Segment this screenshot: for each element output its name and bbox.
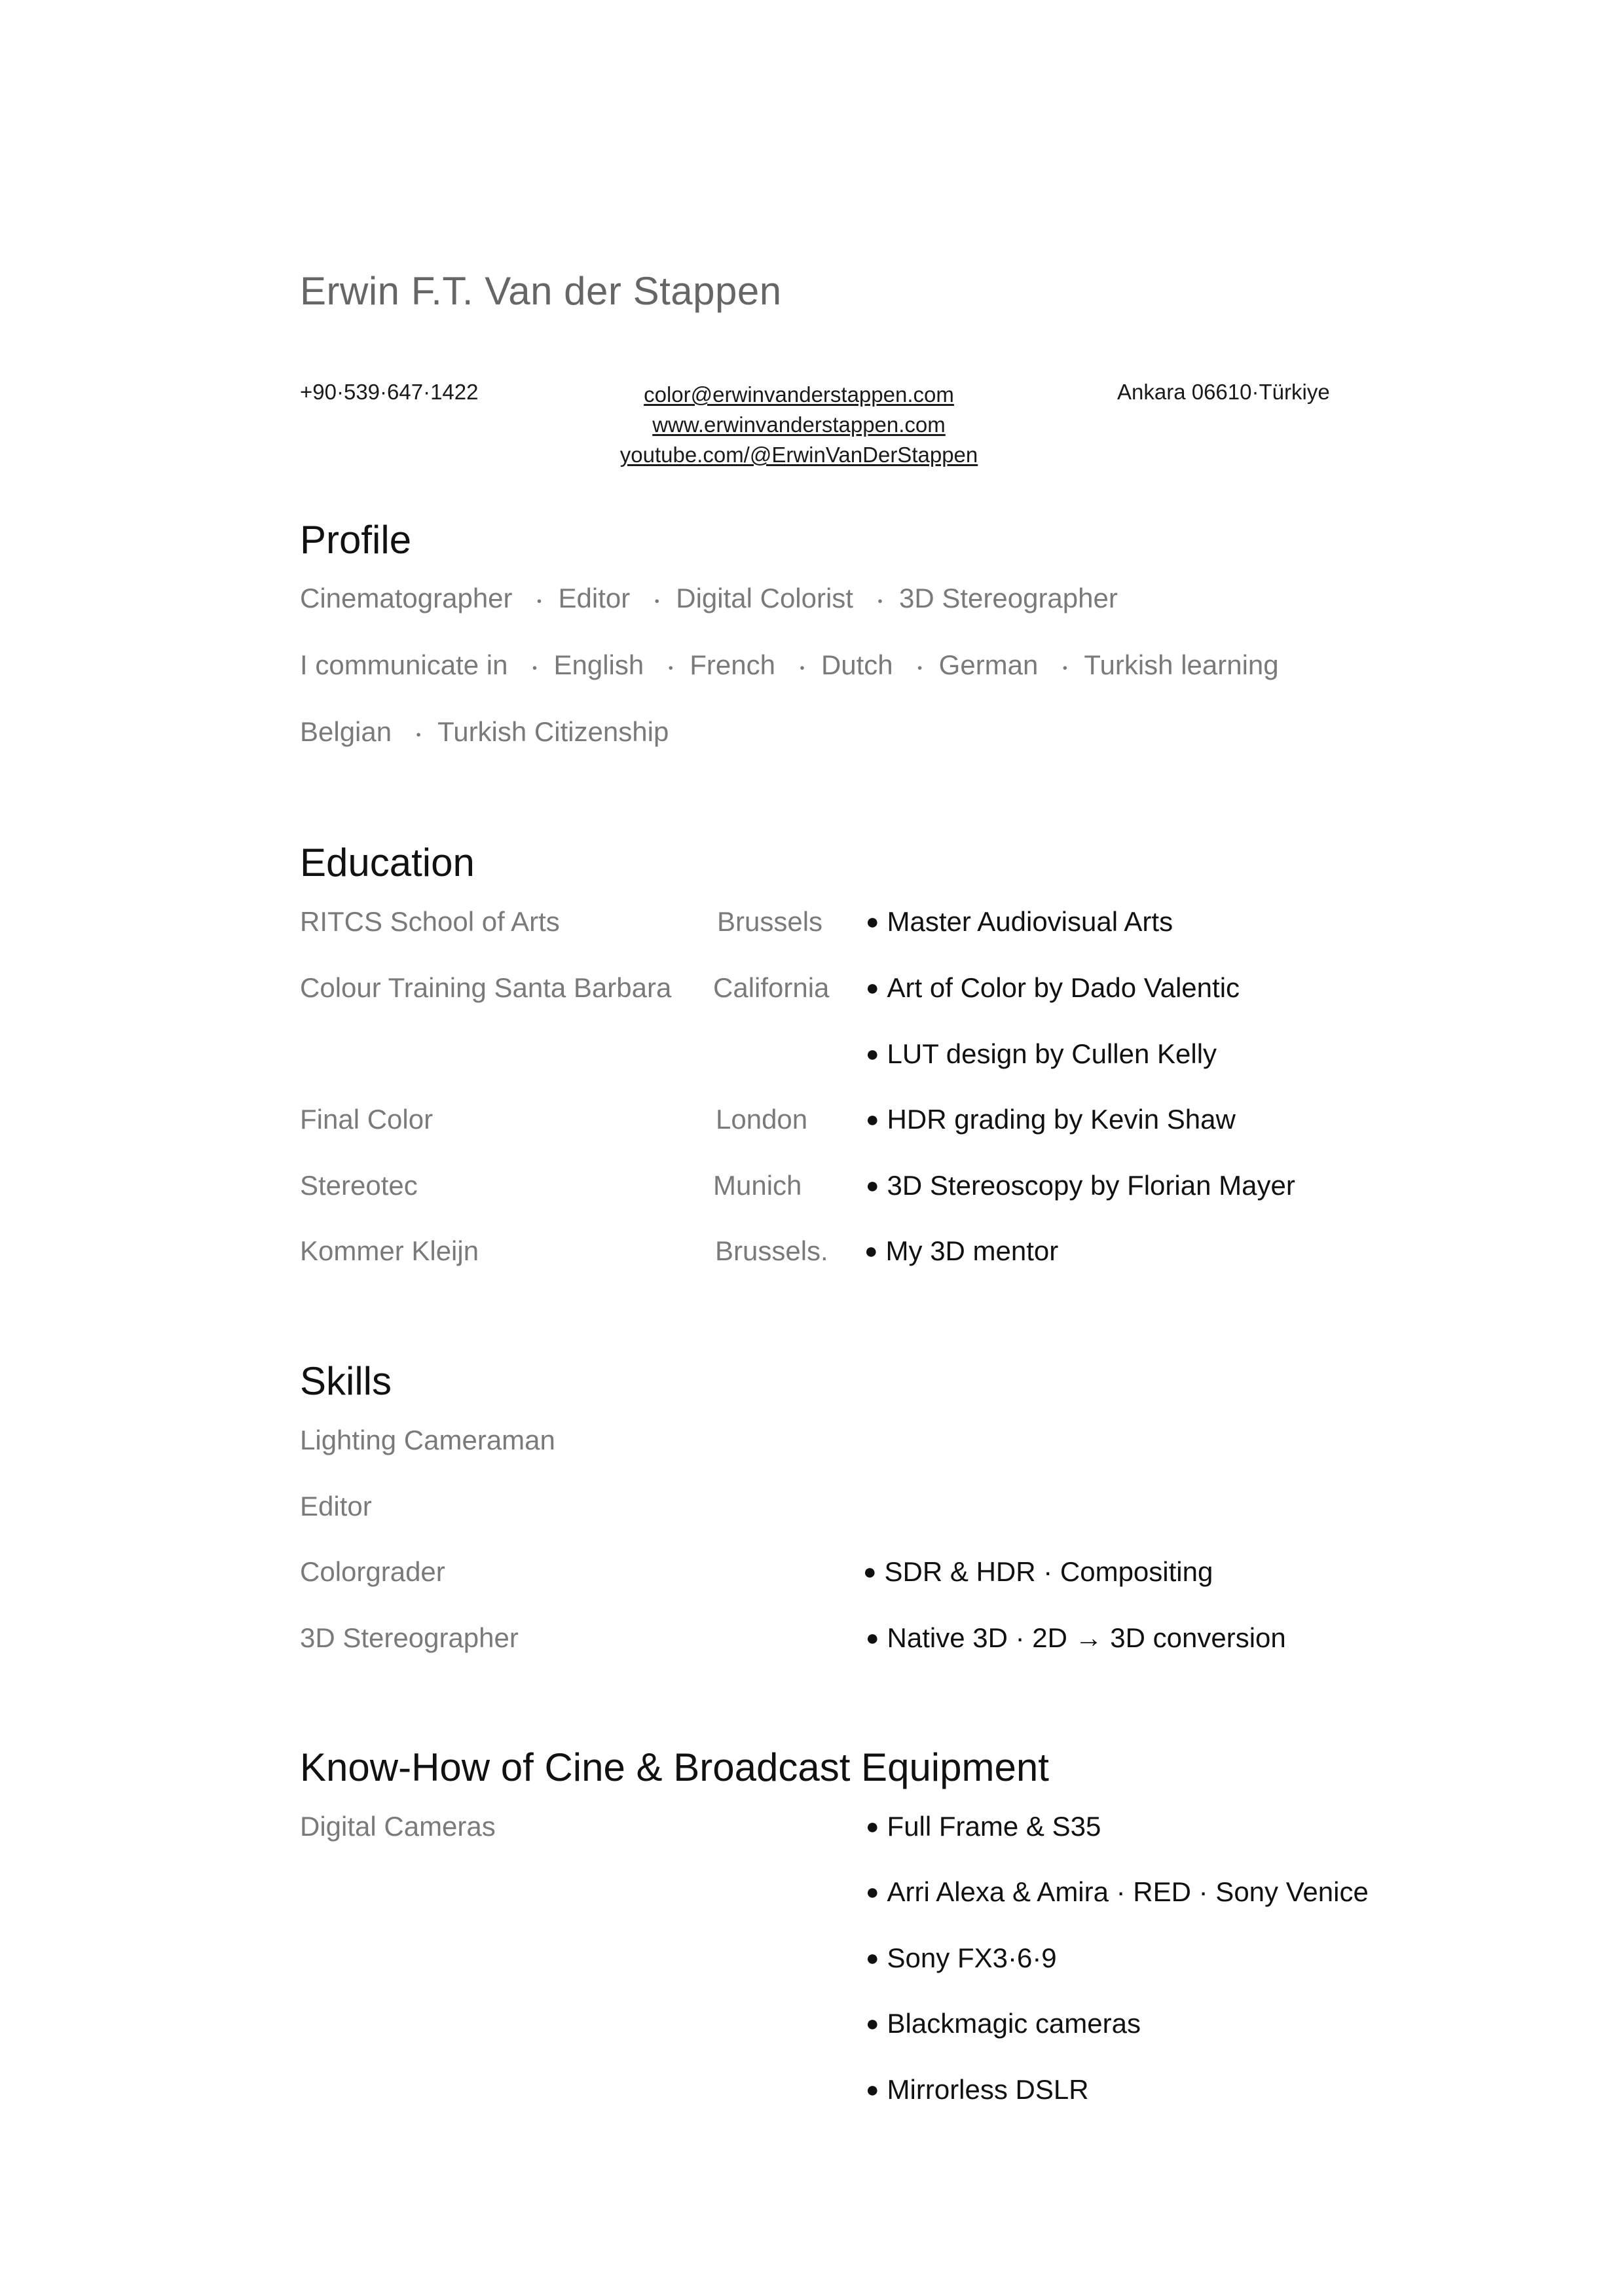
education-detail: ● Master Audiovisual Arts — [866, 906, 1173, 937]
person-name: Erwin F.T. Van der Stappen — [300, 269, 782, 313]
education-school: Final Color — [300, 1104, 434, 1135]
equipment-item: ● Mirrorless DSLR — [866, 2074, 1089, 2105]
equipment-category: Digital Cameras — [300, 1811, 496, 1842]
language-item: English — [553, 649, 644, 680]
education-school: RITCS School of Arts — [300, 906, 560, 937]
bullet-icon: ● — [866, 975, 879, 1000]
bullet-icon: ● — [866, 2011, 879, 2036]
profile-heading: Profile — [300, 518, 412, 562]
separator-dot: ・ — [647, 591, 667, 613]
education-detail: ● LUT design by Cullen Kelly — [866, 1038, 1217, 1069]
education-detail: ● HDR grading by Kevin Shaw — [866, 1104, 1236, 1135]
bullet-icon: ● — [866, 1814, 879, 1839]
education-school: Kommer Kleijn — [300, 1235, 479, 1266]
bullet-icon: ● — [866, 1880, 879, 1904]
education-detail: ● My 3D mentor — [864, 1235, 1059, 1266]
separator-dot: ・ — [409, 725, 429, 747]
equipment-heading: Know-How of Cine & Broadcast Equipment — [300, 1745, 1049, 1789]
bullet-icon: ● — [866, 909, 879, 934]
language-item: Dutch — [821, 649, 893, 680]
role-item: Cinematographer — [300, 583, 513, 613]
phone-number: +90·539·647·1422 — [300, 380, 479, 404]
profile-roles — [300, 583, 1118, 615]
skill-item: Editor — [300, 1491, 372, 1522]
education-city: London — [716, 1104, 808, 1135]
contact-links — [576, 380, 1022, 470]
skill-item: Lighting Cameraman — [300, 1425, 555, 1455]
language-item: Turkish learning — [1084, 649, 1279, 680]
education-detail: ● Art of Color by Dado Valentic — [866, 972, 1240, 1003]
separator-dot: ・ — [525, 658, 545, 680]
bullet-icon: ● — [866, 1626, 879, 1650]
skill-detail: ● SDR & HDR · Compositing — [863, 1556, 1213, 1587]
profile-citizenship — [300, 716, 669, 748]
education-school: Stereotec — [300, 1170, 418, 1201]
education-detail: ● 3D Stereoscopy by Florian Mayer — [866, 1170, 1295, 1201]
education-school: Colour Training Santa Barbara — [300, 972, 672, 1003]
bullet-icon: ● — [866, 1107, 879, 1132]
equipment-item: ● Full Frame & S35 — [866, 1811, 1101, 1842]
education-city: California — [713, 972, 830, 1003]
languages-intro: I communicate in — [300, 649, 508, 680]
skills-heading: Skills — [300, 1359, 392, 1403]
profile-languages — [300, 649, 1279, 682]
skill-item: Colorgrader — [300, 1556, 445, 1587]
language-item: French — [690, 649, 775, 680]
separator-dot: ・ — [870, 591, 890, 613]
role-item: Editor — [558, 583, 631, 613]
citizenship-item: Belgian — [300, 716, 392, 747]
equipment-item: ● Arri Alexa & Amira · RED · Sony Venice — [866, 1876, 1369, 1907]
equipment-item: ● Sony FX3·6·9 — [866, 1942, 1057, 1973]
language-item: German — [938, 649, 1039, 680]
equipment-item: ● Blackmagic cameras — [866, 2008, 1141, 2039]
bullet-icon: ● — [863, 1559, 877, 1584]
bullet-icon: ● — [866, 2077, 879, 2102]
skill-detail: ● Native 3D · 2D → 3D conversion — [866, 1622, 1286, 1653]
youtube-link[interactable]: youtube.com/@ErwinVanDerStappen — [619, 443, 978, 467]
role-item: 3D Stereographer — [898, 583, 1118, 613]
separator-dot: ・ — [1055, 658, 1075, 680]
bullet-icon: ● — [866, 1173, 879, 1198]
separator-dot: ・ — [661, 658, 681, 680]
separator-dot: ・ — [910, 658, 930, 680]
bullet-icon: ● — [866, 1946, 879, 1971]
email-link[interactable]: color@erwinvanderstappen.com — [644, 382, 954, 407]
website-link[interactable]: www.erwinvanderstappen.com — [652, 412, 946, 437]
education-city: Brussels. — [715, 1235, 828, 1266]
role-item: Digital Colorist — [676, 583, 853, 613]
education-city: Munich — [713, 1170, 802, 1201]
separator-dot: ・ — [792, 658, 812, 680]
education-city: Brussels — [717, 906, 823, 937]
bullet-icon: ● — [866, 1042, 879, 1066]
citizenship-item: Turkish Citizenship — [437, 716, 669, 747]
location: Ankara 06610·Türkiye — [1117, 380, 1330, 404]
education-heading: Education — [300, 841, 475, 884]
skill-item: 3D Stereographer — [300, 1622, 519, 1653]
bullet-icon: ● — [864, 1239, 878, 1264]
separator-dot: ・ — [529, 591, 549, 613]
